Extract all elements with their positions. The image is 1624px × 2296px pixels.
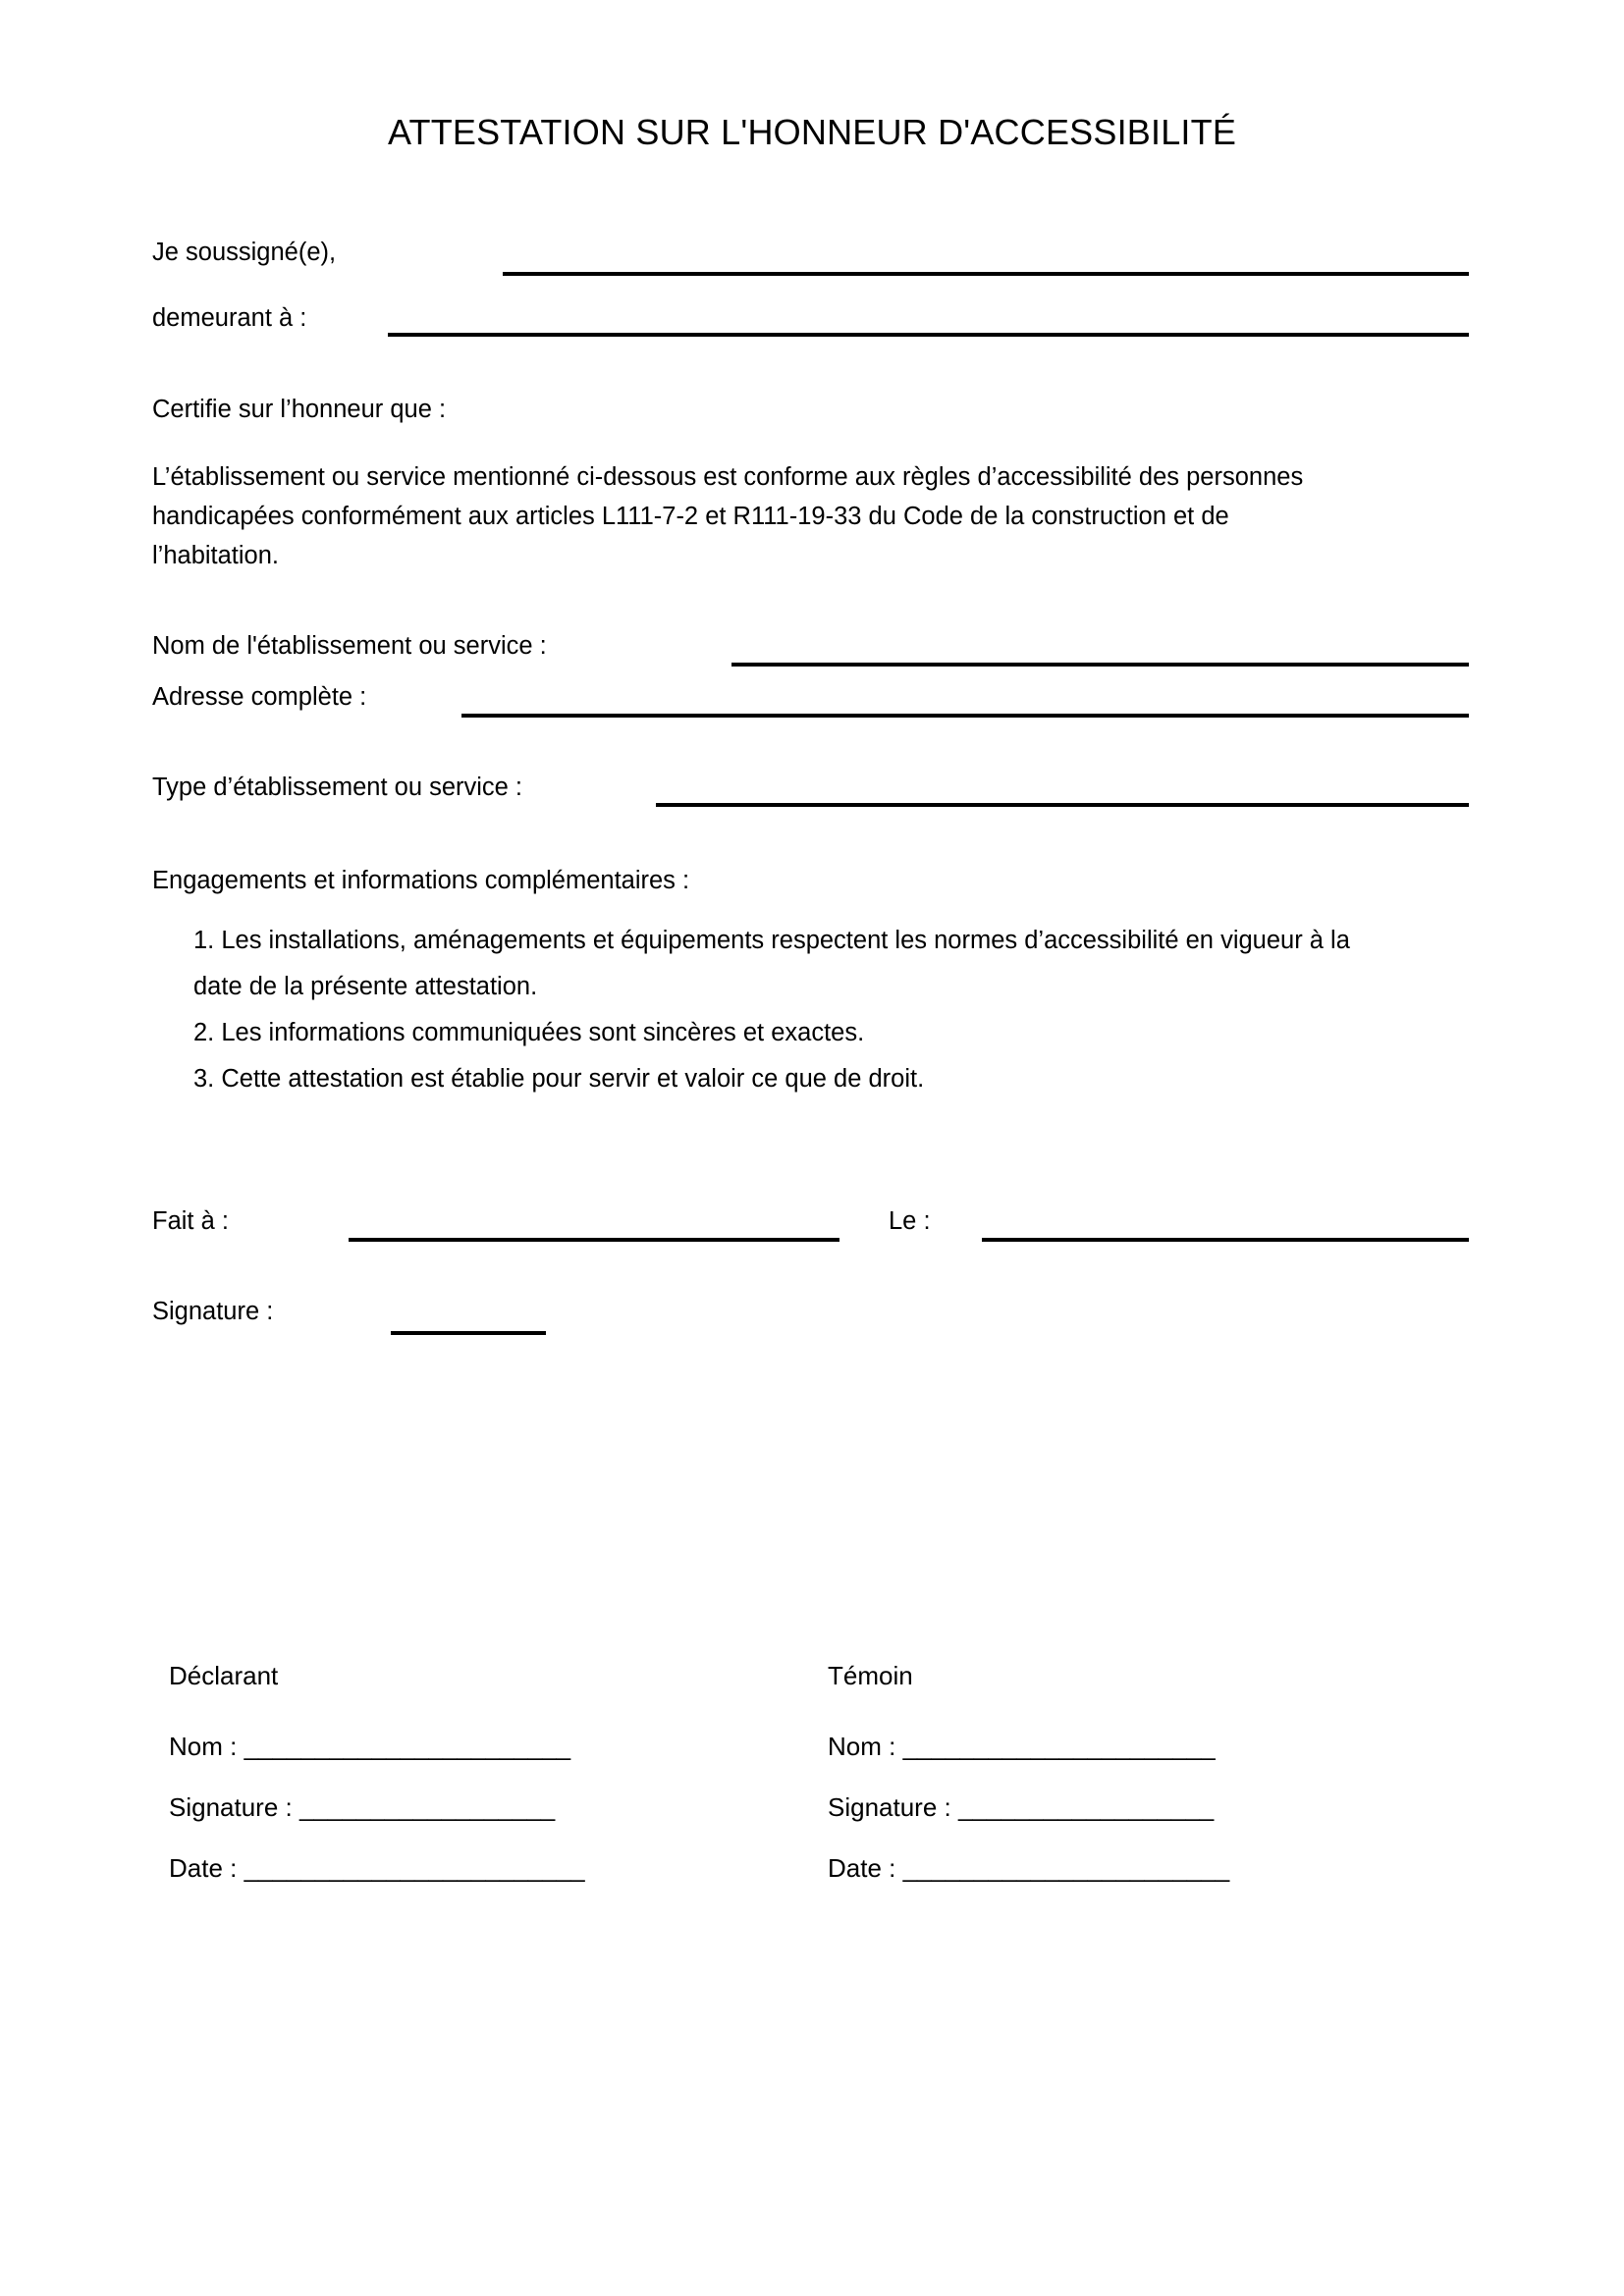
establishment-type-fill-line[interactable] — [656, 803, 1469, 807]
declarant-signature-field[interactable]: Signature : __________________ — [169, 1792, 556, 1822]
signature-fill-line[interactable] — [391, 1331, 546, 1335]
signatory-label: Je soussigné(e), — [152, 239, 337, 266]
commitment-1-line-1: 1. Les installations, aménagements et équipements respectent les normes d’accessibilité en vigueur à la — [193, 927, 1350, 954]
commitment-3-line-1: 3. Cette attestation est établie pour servir et valoir ce que de droit. — [193, 1065, 925, 1093]
list-item — [193, 1010, 864, 1056]
establishment-name-fill-line[interactable] — [731, 663, 1469, 667]
declaration-body-line-3: l’habitation. — [152, 542, 280, 569]
declarant-name-field[interactable]: Nom : _______________________ — [169, 1732, 571, 1761]
establishment-address-fill-line[interactable] — [461, 714, 1469, 718]
list-item — [193, 1056, 924, 1102]
declaration-body-line-1: L’établissement ou service mentionné ci-dessous est conforme aux règles d’accessibilité des personnes — [152, 463, 1304, 491]
witness-signature-field[interactable]: Signature : __________________ — [828, 1792, 1215, 1822]
residence-label: demeurant à : — [152, 304, 307, 332]
signature-label: Signature : — [152, 1298, 274, 1325]
commitment-1-line-2: date de la présente attestation. — [193, 973, 538, 1000]
place-label: Fait à : — [152, 1207, 229, 1235]
page-title: ATTESTATION SUR L'HONNEUR D'ACCESSIBILITÉ — [387, 112, 1237, 152]
declaration-intro: Certifie sur l’honneur que : — [152, 396, 447, 423]
establishment-name-label: Nom de l'établissement ou service : — [152, 632, 547, 660]
declarant-heading: Déclarant — [169, 1661, 279, 1690]
commitments-heading: Engagements et informations complémentaires : — [152, 867, 690, 894]
list-item — [193, 918, 1480, 1010]
place-fill-line[interactable] — [349, 1238, 839, 1242]
date-label: Le : — [889, 1207, 931, 1235]
witness-heading: Témoin — [828, 1661, 913, 1690]
witness-date-field[interactable]: Date : _______________________ — [828, 1853, 1230, 1883]
establishment-address-label: Adresse complète : — [152, 683, 367, 711]
residence-fill-line[interactable] — [388, 333, 1469, 337]
witness-name-field[interactable]: Nom : ______________________ — [828, 1732, 1216, 1761]
declarant-date-field[interactable]: Date : ________________________ — [169, 1853, 585, 1883]
declaration-body-line-2: handicapées conformément aux articles L111-7-2 et R111-19-33 du Code de la construction et de — [152, 503, 1229, 530]
date-fill-line[interactable] — [982, 1238, 1469, 1242]
establishment-type-label: Type d’établissement ou service : — [152, 774, 523, 801]
commitment-2-line-1: 2. Les informations communiquées sont sincères et exactes. — [193, 1019, 865, 1046]
signatory-fill-line[interactable] — [503, 272, 1469, 276]
